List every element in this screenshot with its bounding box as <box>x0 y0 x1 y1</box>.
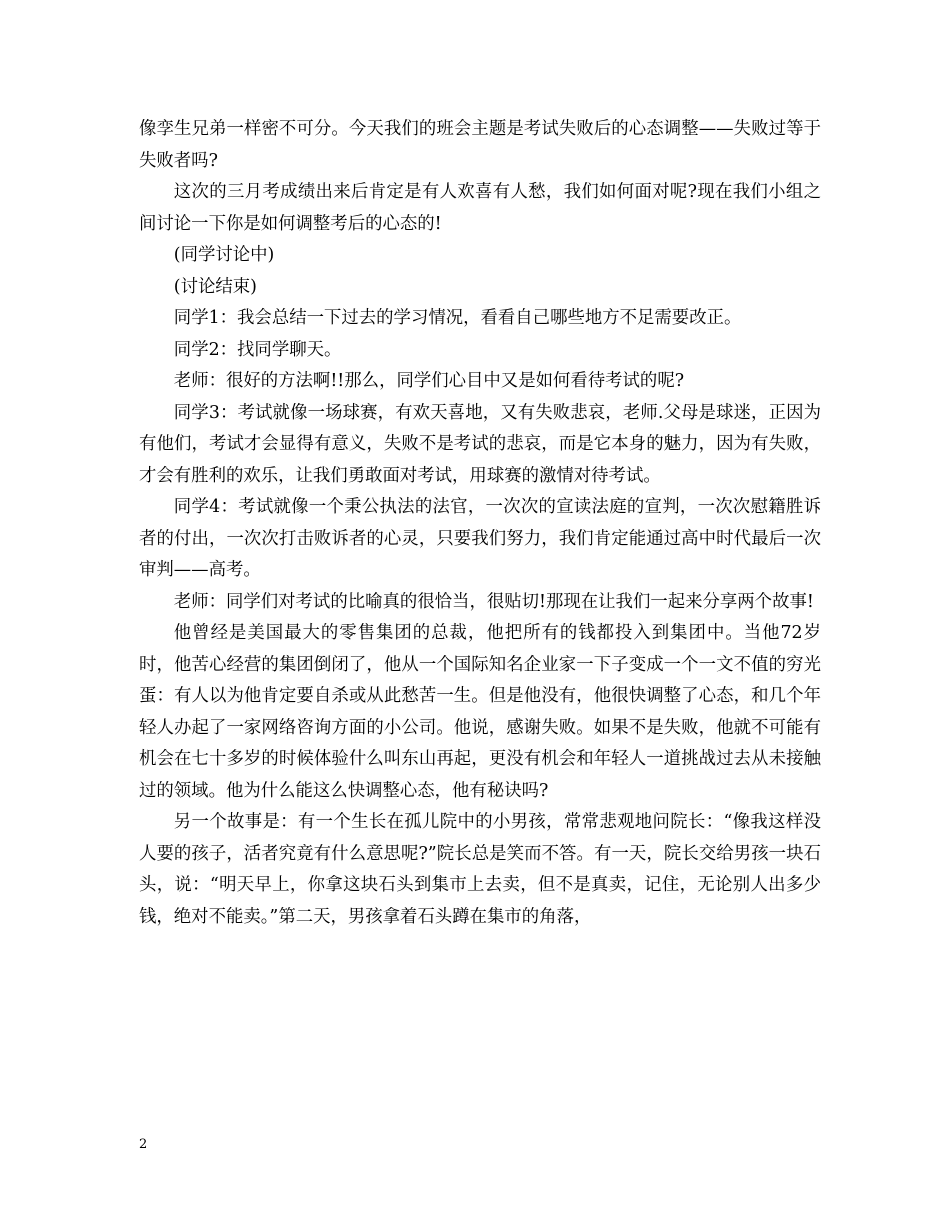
paragraph: 老师：同学们对考试的比喻真的很恰当，很贴切!那现在让我们一起来分享两个故事! <box>173 591 814 612</box>
paragraph: (讨论结束) <box>173 276 257 297</box>
paragraph: (同学讨论中) <box>173 245 275 265</box>
paragraph: 老师：很好的方法啊!!那么，同学们心目中又是如何看待考试的呢? <box>173 371 685 391</box>
paragraph: 同学3：考试就像一场球赛，有欢天喜地，又有失败悲哀，老师.父母是球迷，正因为有他们，考试才会显得有意义，失败不是考试的悲哀，而是它本身的魅力，因为有失败，才会有胜利的欢乐，让我们勇敢面对考试，用球赛的激情对待考试。 <box>139 402 821 486</box>
page-number: 2 <box>139 1137 148 1152</box>
paragraph: 像孪生兄弟一样密不可分。今天我们的班会主题是考试失败后的心态调整——失败过等于失败者吗? <box>139 119 821 171</box>
paragraph: 他曾经是美国最大的零售集团的总裁，他把所有的钱都投入到集团中。当他72岁时，他苦心经营的集团倒闭了，他从一个国际知名企业家一下子变成一个一文不值的穷光蛋：有人以为他肯定要自杀或从此愁苦一生。但是他没有，他很快调整了心态，和几个年轻人办起了一家网络咨询方面的小公司。他说，感谢失败。如果不是失败，他就不可能有机会在七十多岁的时候体验什么叫东山再起，更没有机会和年轻人一道挑战过去从未接触过的领域。他为什么能这么快调整心态，他有秘诀吗? <box>139 623 821 801</box>
paragraph: 同学1：我会总结一下过去的学习情况，看看自己哪些地方不足需要改正。 <box>173 308 742 328</box>
paragraph: 这次的三月考成绩出来后肯定是有人欢喜有人愁，我们如何面对呢?现在我们小组之间讨论一下你是如何调整考后的心态的! <box>139 182 821 234</box>
paragraph: 同学2：找同学聊天。 <box>173 339 342 360</box>
paragraph: 同学4：考试就像一个秉公执法的法官，一次次的宣读法庭的宣判，一次次慰籍胜诉者的付出，一次次打击败诉者的心灵，只要我们努力，我们肯定能通过高中时代最后一次审判——高考。 <box>139 497 821 580</box>
paragraph: 另一个故事是：有一个生长在孤儿院中的小男孩，常常悲观地问院长：“像我这样没人要的孩子，活者究竟有什么意思呢?”院长总是笑而不答。有一天，院长交给男孩一块石头，说：“明天早上，你拿这块石头到集市上去卖，但不是真卖，记住，无论别人出多少钱，绝对不能卖。”第二天，男孩拿着石头蹲在集市的角落， <box>139 812 821 927</box>
body-text <box>139 114 821 933</box>
